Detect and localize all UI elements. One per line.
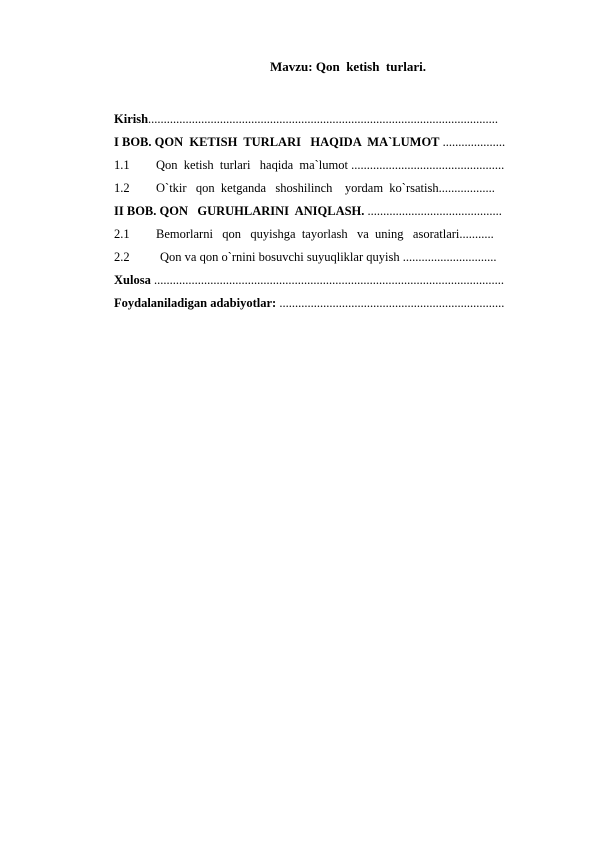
toc-item-bob1[interactable] — [114, 131, 554, 154]
toc-leader: ................................................................................................................ — [148, 112, 499, 126]
toc-item-1-1[interactable] — [114, 154, 554, 177]
toc-item-label: Bemorlarni qon quyishga tayorlash va uning asoratlari — [156, 227, 460, 241]
toc-item-label: Qon va qon o`rnini bosuvchi suyuqliklar quyish — [160, 250, 400, 264]
toc-item-2-1[interactable] — [114, 223, 554, 246]
toc-item-label: Qon ketish turlari haqida ma`lumot — [156, 158, 348, 172]
toc-leader: .............................. — [399, 250, 497, 264]
toc-item-label: Kirish — [114, 112, 149, 126]
toc-leader: ........................................................................ — [276, 296, 505, 310]
table-of-contents — [114, 108, 554, 315]
toc-item-number: 1.2 — [114, 181, 130, 195]
page-title: Mavzu: Qon ketish turlari. — [270, 59, 426, 74]
toc-item-label: O`tkir qon ketganda shoshilinch yordam ko`rsatish — [156, 181, 439, 195]
toc-item-label: Foydalaniladigan adabiyotlar: — [114, 296, 277, 310]
toc-item-label: I BOB. QON KETISH TURLARI HAQIDA MA`LUMOT — [114, 135, 440, 149]
toc-item-number: 1.1 — [114, 158, 130, 172]
toc-item-number: 2.1 — [114, 227, 130, 241]
toc-leader: ................................................................................................................ — [150, 273, 504, 287]
toc-leader: ................................................. — [347, 158, 505, 172]
toc-item-kirish[interactable] — [114, 108, 554, 131]
toc-item-xulosa[interactable] — [114, 269, 554, 292]
toc-item-1-2[interactable] — [114, 177, 554, 200]
toc-leader: ........................................... — [364, 204, 502, 218]
toc-leader: .................... — [439, 135, 506, 149]
toc-leader: .................. — [438, 181, 495, 195]
toc-item-bob2[interactable] — [114, 200, 554, 223]
toc-item-number: 2.2 — [114, 250, 130, 264]
toc-item-adabiyotlar[interactable] — [114, 292, 554, 315]
toc-item-label: II BOB. QON GURUHLARINI ANIQLASH. — [114, 204, 365, 218]
toc-item-2-2[interactable] — [114, 246, 554, 269]
toc-item-label: Xulosa — [114, 273, 151, 287]
toc-leader: ........... — [459, 227, 494, 241]
